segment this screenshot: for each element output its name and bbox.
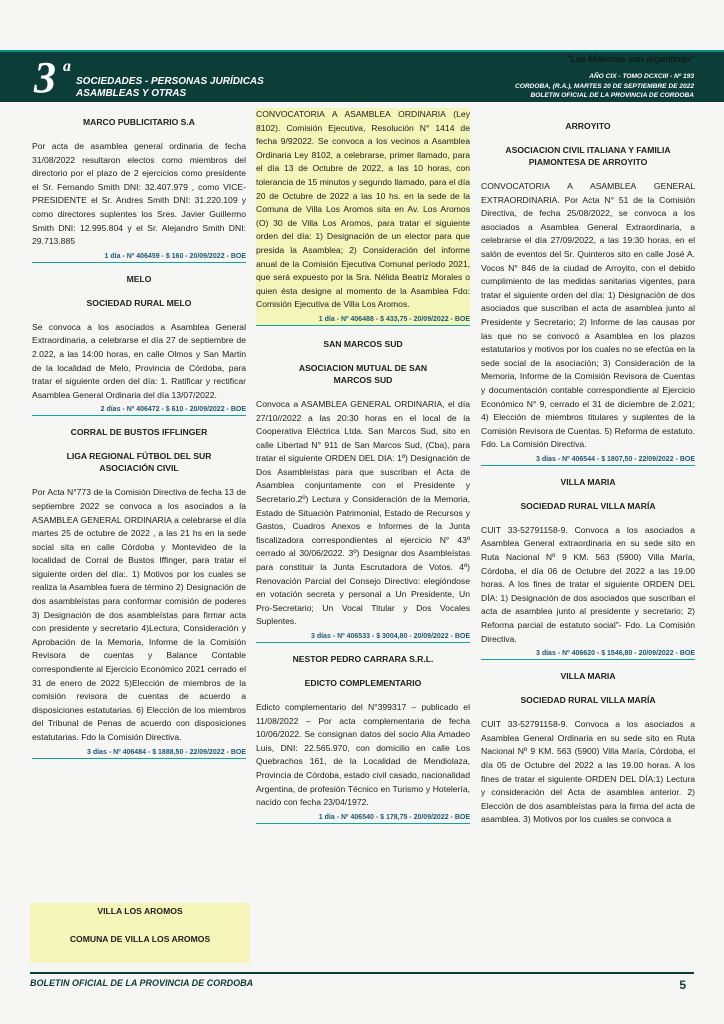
notice-footer: 3 días - Nº 406533 - $ 3004,80 - 20/09/2022 - BOE — [256, 633, 470, 643]
notice-rural-villa-maria-ordinaria — [481, 670, 695, 827]
notice-title: SOCIEDAD RURAL VILLA MARÍA — [520, 500, 656, 511]
notice-villa-los-aromos-body — [256, 108, 470, 326]
section-title — [76, 76, 264, 100]
notice-body: Por Acta N°773 de la Comisión Directiva de fecha 13 de septiembre 2022 se convoca a los asociados a la ASAMBLEA GENERAL ORDINARIA a celebrarse el día martes 25 de octubre de 2022 , a las 21 hs en la sede social sita en calle Córdoba y Montevideo de la localidad de Corral de Bustos Iffinger, para tratar el siguiente orden del día:. 1) Motivos por los cuales se realiza la Asamblea fuera de término 2) Designación de dos asambleístas para conformar comisión de poderes 3) Designación de dos asambleístas para firmar acta con presidente y secretario 4)Lectura, Consideración y Aprobación de la Memoria, Informe de la Comisión Revisora de cuentas y Balance Contable correspondiente al Ejercicio Económico 2021 cerrado el 31 de enero de 2022 5)Elección de miembros de la comisión revisora de cuentas de acuerdo a disposiciones estatutarias. 6) Elección de los miembros del Tribunal de Penas de acuerdo con disposiciones estatutarias. Fdo la Comisión Directiva. — [32, 487, 246, 742]
notice-body: Convoca a ASAMBLEA GENERAL ORDINARIA, el día 27/10//2022 a las 20:30 horas en el local de la Cooperativa Eléctrica Ltda. San Marcos Sud, sito en calle Libertad N° 911 de San Marcos Sud, (Cba), para tratar el siguiente ORDEN DEL DIA: 1º) Designación de Dos Asambleístas para que suscriban el Acta de Asamblea conjuntamente con el Presidente y Secretario.2º) Lectura y Consideración de la Memoria, Estado de Situación Patrimonial, Estado de Recursos y Gastos, Cuadros Anexos e Informes de la Junta fiscalizadora correspondientes al ejercicio N° 43º cerrado al 30/06/2022. 3º) Designar dos Asambleístas para constituir la Junta Escrutadora de Votos. 4º) Renovación Parcial del Consejo Directivo: elegióndose en votación secreta y personal a Un Presidente, Un Pro-Secretario; Un Vocal Titular y Dos Vocales Suplentes. — [256, 398, 470, 627]
issue-info — [515, 72, 694, 101]
footer-title: BOLETIN OFICIAL DE LA PROVINCIA DE CORDOBA — [30, 978, 254, 988]
notice-subtitle: EDICTO COMPLEMENTARIO — [304, 678, 422, 688]
section-title-line1: SOCIEDADES - PERSONAS JURÍDICAS — [76, 76, 264, 87]
page-footer — [30, 972, 694, 992]
notice-footer: 1 día - Nº 406540 - $ 178,75 - 20/09/2022 - BOE — [256, 814, 470, 824]
column-3 — [481, 108, 695, 829]
motto: "Las Malvinas son argentinas" — [566, 54, 694, 65]
notice-body: CONVOCATORIA A ASAMBLEA ORDINARIA (Ley 8102). Comisión Ejecutiva, Resolución N° 1414 de fecha 9/92022. Se convoca a los vecinos a Asamblea Ordinaria Ley 8102, a celebrarse, primer llamado, para el día 13 de Octubre de 2022, a las 10 horas, con tolerancia de 15 minutos y segundo llamado, para el día 20 de Octubre de 2022 a las 10 hs. en la sede de la Comuna de Villa Los Aromos sita en Av. Los Aromos (O) 30 de Villa Los Aromos, para tratar el siguiente orden del día: 1) Designación de un elector para que presida la Asamblea; 2) Consideración del informe anual de la Comisión Ejecutiva Comunal período 2021, que será expuesto por la Sra. Nélida Beatriz Morales o quien ésta designe al momento de la Asamblea Fdo: Comisión Ejecutiva de Villa Los Aromos. — [256, 109, 470, 310]
section-number: 3 — [34, 53, 56, 102]
notice-title: MARCO PUBLICITARIO S.A — [82, 117, 196, 127]
notice-sociedad-rural-melo — [32, 273, 246, 417]
notice-body: Se convoca a los asociados a Asamblea General Extraordinaria, a celebrarse el día 27 de septiembre de 2.022, a las 14:00 horas, en calle Olmos y San Martin de la localidad de Melo, Provincia de Córdoba, para tratar el siguiente orden del día: 1. Ratificar y rectificar Asamblea General Ordinaria del día 13/07/2022. — [32, 321, 246, 400]
notice-locality: MELO — [126, 273, 152, 284]
notice-footer: 2 días - Nº 406472 - $ 610 - 20/09/2022 - BOE — [32, 406, 246, 416]
notice-body: CUIT 33-52791158-9. Convoca a los asociados a Asamblea General extraordinaria en su sede sito en Ruta Nacional Nº 9 KM. 563 (5900) Villa María, Córdoba, el día 06 de Octubre del 2022 a las 19.00 horas. A los fines de tratar el siguiente ORDEN DEL DÍA: 1) Designación de dos asociados que suscriban el acta de asamblea junto al presidente y secretario; 2) Reforma parcial de estatuto social"- Fdo. La Comisión Directiva. — [481, 524, 695, 644]
notice-locality: VILLA MARIA — [560, 476, 616, 487]
notice-title: NESTOR PEDRO CARRARA S.R.L. — [292, 654, 434, 664]
notice-villa-los-aromos-header — [30, 903, 250, 963]
notice-locality: ARROYITO — [565, 121, 611, 131]
notice-title: ASOCIACION CIVIL ITALIANA Y FAMILIA PIAMONTESA DE ARROYITO — [505, 145, 671, 167]
notice-mutual-san-marcos — [256, 338, 470, 643]
notice-rural-villa-maria-extraordinaria — [481, 476, 695, 660]
notice-marco-publicitario — [32, 116, 246, 263]
issue-date: CORDOBA, (R.A.), MARTES 20 DE SEPTIEMBRE DE 2022 — [514, 82, 694, 90]
notice-locality: CORRAL DE BUSTOS IFFLINGER — [70, 427, 208, 438]
section-title-line2: ASAMBLEAS Y OTRAS — [76, 88, 187, 99]
issue-volume: AÑO CIX - TOMO DCXCIII - Nº 193 — [589, 73, 694, 80]
notice-title: SOCIEDAD RURAL VILLA MARÍA — [520, 695, 656, 706]
column-2 — [256, 108, 470, 834]
column-1 — [32, 108, 246, 769]
notice-body: Edicto complementario del N°399317 – publicado el 11/08/2022 – Por acta complementaria de fecha 10/06/2022. Se consignan datos del socio Alia Amadeo Luis, DNI: 22.565.970, con domicilio en calle Los Quebrachos 161, de la Localidad de Mendiolaza, Provincia de Córdoba, estado civil casado, nacionalidad Argentina, de profesión Técnico en Turismo y Hotelería, nacido con fecha 23/04/1972. — [256, 702, 470, 808]
notice-footer: 3 días - Nº 406484 - $ 1888,50 - 22/09/2022 - BOE — [32, 749, 246, 759]
notice-footer: 3 días - Nº 406544 - $ 1807,50 - 22/09/2022 - BOE — [481, 456, 695, 466]
notice-title: ASOCIACION MUTUAL DE SAN MARCOS SUD — [298, 362, 428, 385]
notice-body: Por acta de asamblea general ordinaria de fecha 31/08/2022 resultaron electos como miembros del directorio por el plazo de 2 ejercicios como presidente el Sr. Fernando Smith DNI: 32.407.979 , como VICE-PRESIDENTE el Sr. Andres Smith DNI: 31.220.109 y como directores suplentes los Sres. Javier Guillermo Smith DNI: 12.995.804 y el Sr. Alejandro Smith DNI: 29.713.885 — [32, 141, 246, 247]
section-number-suffix: a — [63, 58, 71, 75]
notice-title: SOCIEDAD RURAL MELO — [86, 297, 192, 308]
notice-locality: VILLA MARIA — [560, 671, 616, 682]
notice-nestor-carrara — [256, 653, 470, 824]
notice-italiana-arroyito — [481, 120, 695, 466]
notice-body: CONVOCATORIA A ASAMBLEA GENERAL EXTRAORDINARIA. Por Acta N° 51 de la Comisión Directiva, de fecha 25/08/2022, se convoca a los asociados a Asamblea General Extraordinaria, a celebrarse el día 27/09/2022, a las 19:30 horas, en el salón de eventos del Sr. Quinteros sito en calle José A. Vocos N° 846 de la ciudad de Arroyito, con el debido cumplimiento de las medidas sanitarias vigentes, para tratar el siguiente orden del día: 1) Designación de dos asociados que suscriban el acta de asamblea junto al Presidente y Secretario; 2) Informe de las causas por las que no se convocó a Asamblea en los plazos estatutarios y motivos por los cuales no se efectúa en la sede social de la asociación; 3) Consideración de la Memoria, Informe de la Comisión Revisora de Cuentas y documentación contable correspondiente al Ejercicio Económico N° 9, cerrado el 31 de diciembre de 2.021; 4) Elección de miembros titulares y suplentes de la Comisión Revisora de Cuentas. 5) Reforma de estatuto. Fdo. La Comisión Directiva. — [481, 181, 695, 450]
notice-locality: SAN MARCOS SUD — [323, 338, 403, 349]
notice-liga-regional — [32, 426, 246, 758]
notice-footer: 3 días - Nº 406620 - $ 1546,80 - 20/09/2022 - BOE — [481, 650, 695, 660]
notice-footer: 1 día - Nº 406488 - $ 433,75 - 20/09/2022 - BOE — [256, 316, 470, 326]
notice-title: LIGA REGIONAL FÚTBOL DEL SUR ASOCIACIÓN CIVIL — [66, 451, 212, 474]
notice-body: CUIT 33-52791158-9. Convoca a los asociados a Asamblea General Ordinaria en su sede sito en Ruta Nacional Nº 9 KM. 563 (5900) Villa María, Córdoba, el día 05 de Octubre del 2022 a las 19.00 horas. A los fines de tratar el siguiente ORDEN DEL DÍA:1) Lectura y consideración del Acta de asamblea anterior. 2) Elección de dos asambleístas para la firma del acta de asamblea. 3) Motivos por los cuales se convoca a — [481, 719, 695, 825]
notice-footer: 1 día - Nº 406459 - $ 160 - 20/09/2022 - BOE — [32, 253, 246, 263]
notice-title: COMUNA DE VILLA LOS AROMOS — [69, 934, 211, 944]
issue-publication: BOLETIN OFICIAL DE LA PROVINCIA DE CORDOBA — [530, 92, 694, 99]
notice-locality: VILLA LOS AROMOS — [97, 906, 183, 916]
page-number: 5 — [679, 978, 686, 992]
